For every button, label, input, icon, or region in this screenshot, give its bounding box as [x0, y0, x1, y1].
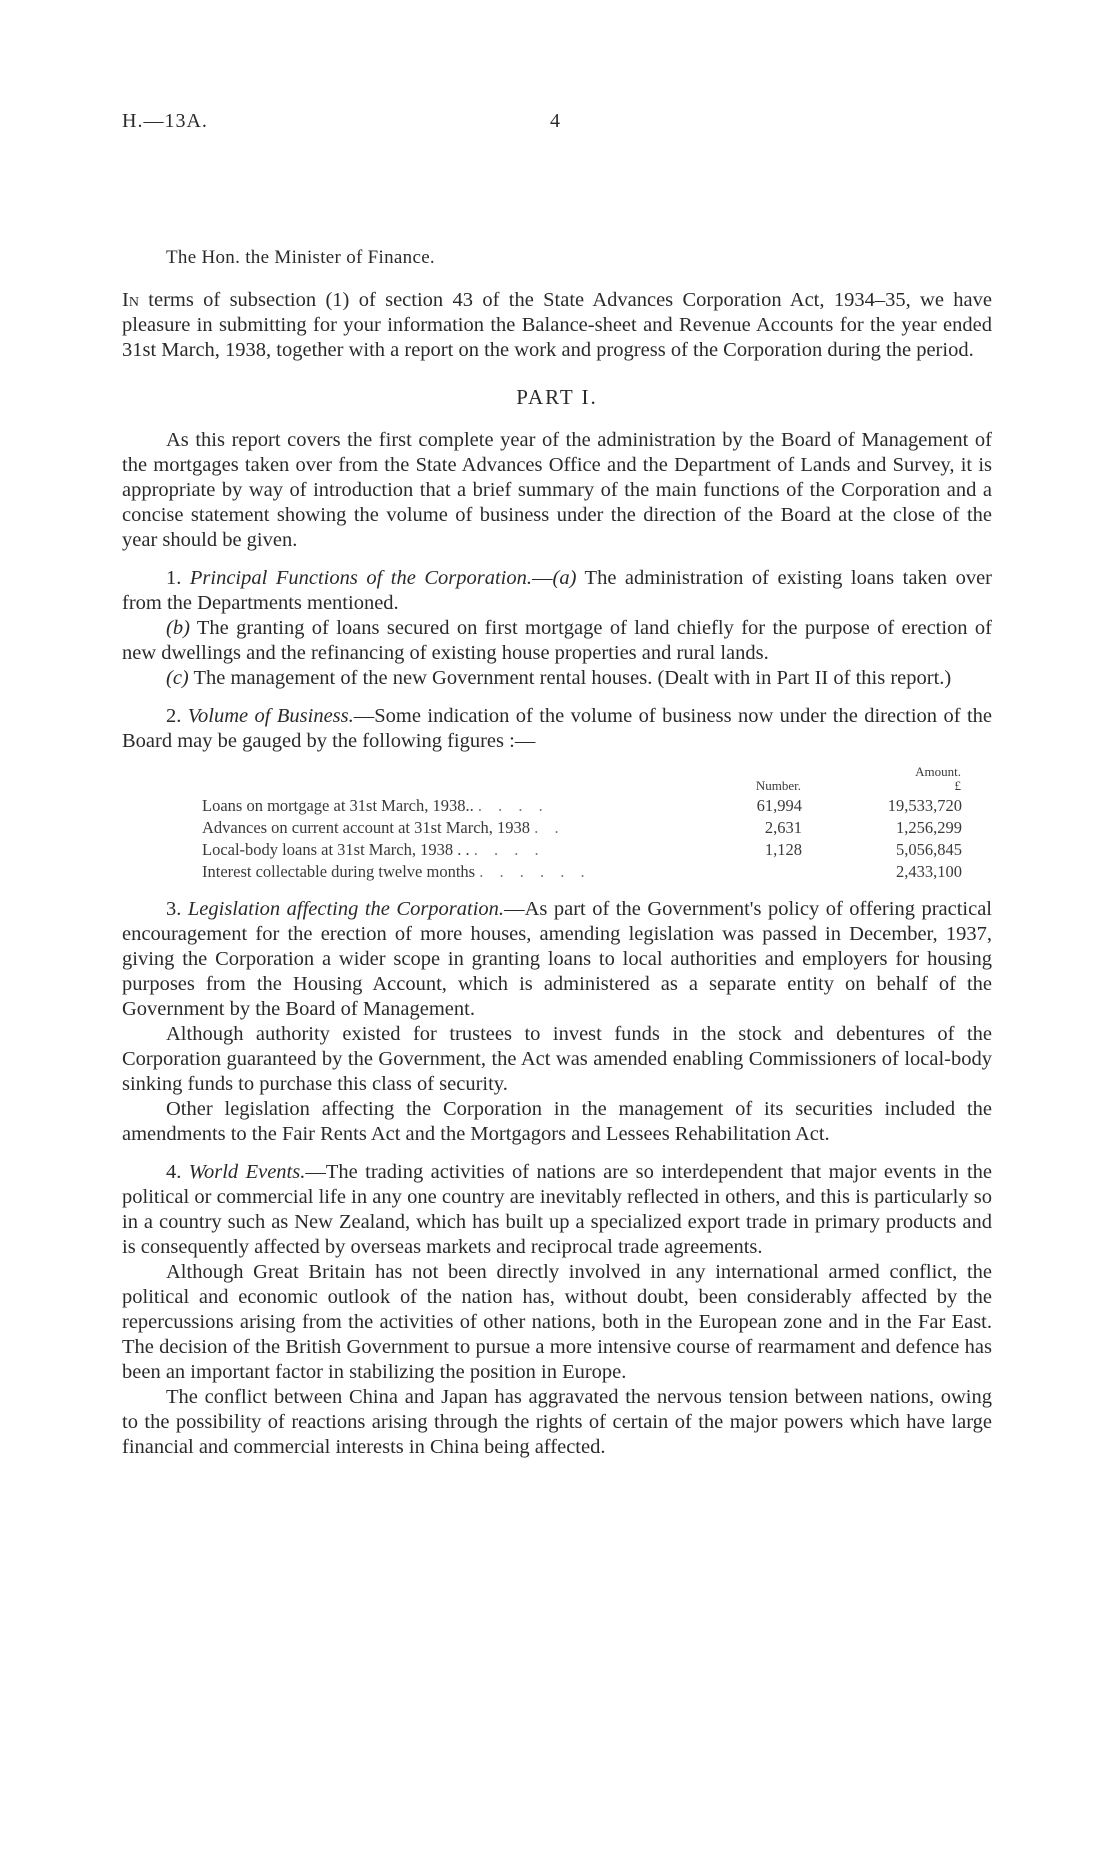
table-row	[202, 839, 962, 861]
row-number: 2,631	[764, 818, 802, 837]
report-reference: H.—13A.	[122, 110, 208, 132]
table-row	[202, 861, 962, 883]
row-number	[692, 861, 802, 883]
table-header-label	[202, 764, 692, 795]
section-1-b-text: The granting of loans secured on first mortgage of land chiefly for the purpose of erection of new dwellings and the refinancing of existing house properties and rural lands.	[122, 617, 992, 664]
table-header-row	[202, 764, 962, 795]
intro-paragraph	[122, 288, 992, 363]
amount-unit: £	[954, 778, 961, 793]
leader-dots: . . . .	[473, 840, 545, 859]
section-3-paragraph-2: Although authority existed for trustees to invest funds in the stock and debentures of the Corporation guaranteed by the Government, the Act was amended enabling Commissioners of local-body sinking funds to purchase this class of security.	[122, 1023, 992, 1095]
page-header	[122, 110, 1002, 140]
row-label-text: Local-body loans at 31st March, 1938 . .	[202, 840, 470, 859]
row-label-text: Advances on current account at 31st March, 1938	[202, 818, 531, 837]
table-header-amount	[802, 764, 962, 795]
section-1-c-label: (c)	[166, 667, 189, 689]
section-1-c-paragraph	[122, 666, 992, 691]
table-row	[202, 795, 962, 817]
section-1-dash: —	[532, 567, 553, 589]
section-1-a-label: (a)	[552, 567, 577, 589]
section-4-text: —The trading activities of nations are so interdependent that major events in the political or commercial life in any one country are inevitably reflected in others, and this is particularly so in a country such as New Zealand, which has built up a specialized export trade in primary products and is consequently affected by overseas markets and reciprocal trade agreements.	[122, 1161, 993, 1258]
section-1-a-text: The administration of existing loans taken over from the Departments mentioned.	[122, 567, 992, 614]
section-4-paragraph	[122, 1160, 992, 1260]
row-amount: 19,533,720	[887, 796, 962, 815]
table-row	[202, 817, 962, 839]
leader-dots: . . . .	[477, 796, 549, 815]
section-2-paragraph	[122, 704, 992, 754]
intro-text: terms of subsection (1) of section 43 of the State Advances Corporation Act, 1934–35, we have pleasure in submitting for your information the Balance-sheet and Revenue Accounts for the year ended 31st March, 1938, together with a report on the work and progress of the Corporation during the period.	[122, 289, 992, 361]
section-3-number: 3.	[166, 898, 182, 920]
row-amount: 1,256,299	[896, 818, 962, 837]
section-4-heading: World Events.	[188, 1161, 306, 1183]
section-1-number: 1.	[166, 567, 182, 589]
section-4-paragraph-3: The conflict between China and Japan has aggravated the nervous tension between nations, owing to the possibility of reactions arising through the rights of certain of the major powers which have large financial and commercial interests in China being affected.	[122, 1386, 992, 1458]
section-2-text: —Some indication of the volume of business now under the direction of the Board may be gauged by the following figures :—	[122, 705, 992, 752]
row-label	[202, 795, 692, 817]
section-1-b-paragraph	[122, 616, 992, 666]
section-1-b-label: (b)	[166, 617, 190, 639]
leader-dots: . . . . . .	[479, 862, 591, 881]
addressee: The Hon. the Minister of Finance.	[166, 247, 435, 268]
page-number: 4	[550, 110, 560, 132]
row-label	[202, 817, 692, 839]
section-1-heading: Principal Functions of the Corporation.	[189, 567, 532, 589]
row-number: 1,128	[764, 840, 802, 859]
row-label	[202, 861, 692, 883]
intro-lead-word: In	[122, 289, 139, 311]
section-4-number: 4.	[166, 1161, 182, 1183]
row-number: 61,994	[756, 796, 802, 815]
section-3-text: —As part of the Government's policy of offering practical encouragement for the erection of more houses, amending legislation was passed in December, 1937, giving the Corporation a wider scope in granting loans to local authorities and employers for housing purposes from the Housing Account, which is administered as a separate entity on behalf of the Government by the Board of Management.	[122, 898, 992, 1020]
part-intro-paragraph: As this report covers the first complete year of the administration by the Board of Management of the mortgages taken over from the State Advances Office and the Department of Lands and Survey, it is appropriate by way of introduction that a brief summary of the main functions of the Corporation and a concise statement showing the volume of business under the direction of the Board at the close of the year should be given.	[122, 429, 992, 551]
report-body	[122, 245, 992, 1460]
leader-dots: . .	[534, 818, 565, 837]
row-label	[202, 839, 692, 861]
row-label-text: Loans on mortgage at 31st March, 1938..	[202, 796, 474, 815]
section-2-heading: Volume of Business.	[187, 705, 354, 727]
row-label-text: Interest collectable during twelve months	[202, 862, 476, 881]
section-2-number: 2.	[166, 705, 182, 727]
section-4-paragraph-2: Although Great Britain has not been directly involved in any international armed conflict, the political and economic outlook of the nation has, without doubt, been considerably affected by the repercussions arising from the activities of other nations, both in the European zone and in the Far East. The decision of the British Government to pursue a more intensive course of rearmament and defence has been an important factor in stabilizing the position in Europe.	[122, 1261, 992, 1383]
business-volume-table	[202, 764, 962, 883]
part-title: PART I.	[516, 385, 598, 409]
section-1-c-text: The management of the new Government rental houses. (Dealt with in Part II of this report.)	[188, 667, 952, 689]
amount-header-text: Amount.	[915, 764, 961, 779]
table-header-number: Number.	[755, 778, 801, 793]
section-3-paragraph	[122, 897, 992, 1022]
section-3-paragraph-3: Other legislation affecting the Corporation in the management of its securities included the amendments to the Fair Rents Act and the Mortgagors and Lessees Rehabilitation Act.	[122, 1098, 992, 1145]
row-amount: 5,056,845	[896, 840, 962, 859]
row-amount: 2,433,100	[896, 862, 962, 881]
section-1-paragraph	[122, 566, 992, 616]
section-3-heading: Legislation affecting the Corporation.	[187, 898, 505, 920]
